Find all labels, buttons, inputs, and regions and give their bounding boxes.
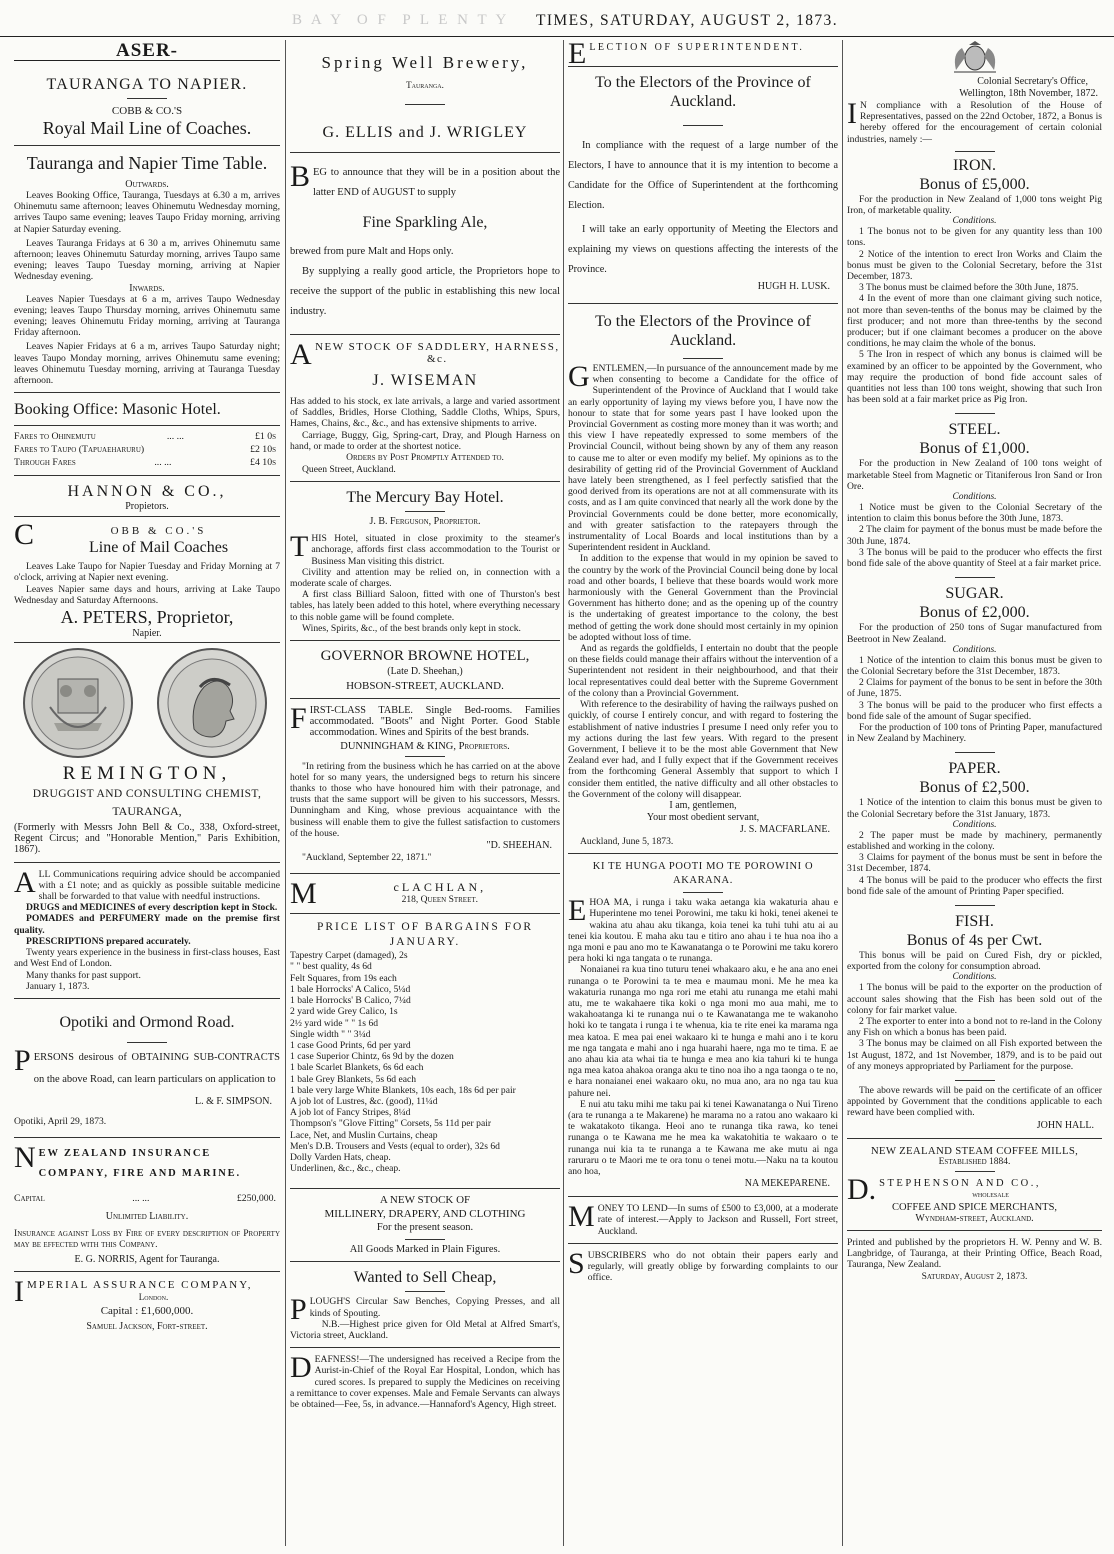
fare-row: Fares to Ohinemutu ... ... £1 0s xyxy=(14,431,276,443)
timetable-paragraph: Leaves Booking Office, Tauranga, Tuesdays at 6.30 a m, arrives Ohinemutu same afternoon; leaves Ohinemutu Wednesday morning, arrives Taupo same evening; leaves Taupo Friday morning, arriving at Napier Saturday evening. xyxy=(14,190,280,235)
coach-company-2: OBB & CO.'S xyxy=(110,525,207,538)
notice-paragraph: N compliance with a Resolution of the House of Representatives, passed on the 22nd October, 1872, a Bonus is hereby offered for the encouragement of certain colonial industries, namely :— xyxy=(847,100,1102,145)
partial-header: ASER- xyxy=(14,40,280,61)
notice-office: Colonial Secretary's Office, xyxy=(977,76,1088,87)
brewery-paragraph: By supplying a really good article, the Proprietors hope to receive the support of the public in establishing this new local industry. xyxy=(290,266,560,317)
macfarlane-date: Auckland, June 5, 1873. xyxy=(580,835,674,847)
price-list-item: 1 case Superior Chintz, 6s 9d by the dozen xyxy=(290,1051,454,1063)
steel-bonus: Bonus of £1,000. xyxy=(919,440,1030,458)
insurance-liability: Unlimited Liability. xyxy=(105,1211,189,1223)
sugar-conditions: Conditions. xyxy=(952,644,997,655)
electors-title: To the Electors of the Province of Auckland. xyxy=(595,74,811,110)
price-list-item: 1 case Good Prints, 6d per yard xyxy=(290,1039,411,1051)
chemist-date: January 1, 1873. xyxy=(26,980,90,992)
rewards-paragraph: The above rewards will be paid on the certificate of an officer appointed by Government that the conditions applicable to each reward have been complied with. xyxy=(847,1084,1102,1119)
stock-line: MILLINERY, DRAPERY, AND CLOTHING xyxy=(324,1208,526,1221)
iron-bonus: Bonus of £5,000. xyxy=(919,175,1030,193)
sugar-bonus: Bonus of £2,000. xyxy=(919,604,1030,622)
inwards-heading: Inwards. xyxy=(129,282,165,294)
saddlery-title: NEW STOCK OF SADDLERY, HARNESS, &c. xyxy=(315,341,560,365)
price-list-item: Single width " " 3¼d xyxy=(290,1028,371,1040)
election-header: LECTION OF SUPERINTENDENT. xyxy=(589,42,805,53)
wanted-paragraph: LOUGH'S Circular Saw Benches, Copying Presses, and all kinds of Spouting. xyxy=(309,1296,560,1319)
price-list-item: 2½ yard wide " " 1s 6d xyxy=(290,1017,379,1029)
saddlery-name: J. WISEMAN xyxy=(372,372,478,389)
stock-line: All Goods Marked in Plain Figures. xyxy=(349,1244,501,1256)
coach-service-2: Line of Mail Coaches xyxy=(88,539,229,557)
fish-desc: This bonus will be paid on Cured Fish, dry or pickled, exported from the colony for consumption abroad. xyxy=(847,949,1102,973)
sugar-title: SUGAR. xyxy=(945,585,1004,603)
column-3 xyxy=(568,40,838,1546)
drop-cap: N xyxy=(14,1141,36,1175)
saddlery-orders: Orders by Post Promptly Attended to. xyxy=(346,453,504,464)
coach-proprietor: A. PETERS, Proprietor, xyxy=(60,607,234,628)
iron-condition: 1 The bonus not to be given for any quantity less than 100 tons. xyxy=(847,226,1102,249)
governor-paragraph: "In retiring from the business which he has carried on at the above hotel for so many years, the undersigned begs to return his sincere thanks to those who have honoured him with their patronage, and trusts that the same support will be given to his successors, Messrs. Dunningham and King, whose previous acquaintance with the business will enable them to give the fullest satisfaction to customers of the house. xyxy=(290,760,560,839)
fare-label: Through Fares xyxy=(14,457,76,469)
drop-cap: I xyxy=(14,1274,24,1308)
steel-desc: For the production in New Zealand of 100 tons weight of marketable Steel from Magnetic or Titaniferous Iron Sand or Iron Ore. xyxy=(847,458,1102,492)
chemist-paragraph: PRESCRIPTIONS prepared accurately. xyxy=(26,935,191,947)
proprietor-sub: Propietors. xyxy=(125,501,169,513)
exhibition-medals xyxy=(14,647,280,759)
iron-condition: 2 Notice of the intention to erect Iron Works and Claim the bonus must be given to the Colonial Secretary, before the 31st December, 1873. xyxy=(847,248,1102,283)
imperial-place: London. xyxy=(138,1291,169,1302)
macfarlane-paragraph: In addition to the expense that would in my opinion be saved to the country by the work of the Provincial Council being done by local road and other boards, I believe that these boards would work more harmoniously with the General Government than the Provincial Government has hitherto done; and as the opening up of the country is the undertaking of greatest importance to the colony, the best method of getting the work done should most certainly in my opinion be adopted without loss of time. xyxy=(568,553,838,643)
coach-route-title: TAURANGA TO NAPIER. xyxy=(46,76,248,93)
medal-portrait-icon xyxy=(154,647,270,759)
sugar-condition: For the production of 100 tons of Printing Paper, manufactured in New Zealand by Machinery. xyxy=(847,721,1102,745)
iron-condition: 5 The Iron in respect of which any bonus is claimed will be examined by an officer to be appointed by the Government, who may require the production of bond fide account sales of quantities not less than 100 tons weight, showing that such Iron has been sold at a fair market price as Pig Iron. xyxy=(847,349,1102,406)
price-list-item: " " best quality, 4s 6d xyxy=(290,961,372,973)
wanted-title: Wanted to Sell Cheap, xyxy=(353,1269,497,1287)
road-paragraph: ERSONS desirous of OBTAINING SUB-CONTRACTS on the above Road, can learn particulars on application to xyxy=(33,1051,280,1085)
deafness-paragraph: EAFNESS!—The undersigned has received a Recipe from the Aurist-in-Chief of the Royal Ear Hospital, London, which has cured scores. Is prepared to supply the Medicines on receiving a remittance to cover expenses. Male and Female Servants can always be obtained—Fee, 5s, in advance.—Hannaford's Agency, High street. xyxy=(290,1354,560,1410)
drop-cap: G xyxy=(568,360,590,393)
fare-price: £1 0s xyxy=(254,431,276,443)
chemist-paragraph: POMADES and PERFUMERY made on the premise first quality. xyxy=(14,913,280,936)
price-list-item: Felt Squares, from 19s each xyxy=(290,972,397,984)
maori-paragraph: Nonaianei ra kua tino tuturu tenei whakaaro aku, e he ana ano enei runanga o te Porowini ta te mea e maumau moni. Me he mea ka wakaturia runanga mo nga rori me etahi atu runanga me etahi mahi atu, me te wakahaere tika koki o nga moni mo aua mahi, me to wakahoatanga ki te runanga nui o te Kawanatanga me te wakanoho hoki ko te tangata i runga i te whenua, kia te rite enei ka marama nga mea katoa. E mea pai enei wakaaro ki te hunga e mahi ano i te koru me nga tangata e mahi ano i nga huarahi haere, nga mo te tima. E ae ano ahau kia ata whai tia te hunga e mea ano kia tahuri ki te hunga nga mea katoa ahakoa oranga aku te tino noa iho a nga taonga o te no, e hara nonaianei enei wakaaro oku, no mua ano, ara no nga tau kua pahure nei. xyxy=(568,964,838,1099)
iron-conditions: Conditions. xyxy=(952,216,997,227)
saddlery-address: Queen Street, Auckland. xyxy=(302,464,396,476)
price-list xyxy=(290,950,560,1174)
mercury-paragraph: Wines, Spirits, &c., of the best brands only kept in stock. xyxy=(302,622,521,634)
insurance-title: EW ZEALAND INSURANCE COMPANY, FIRE AND MARINE. xyxy=(38,1148,241,1180)
mercury-title: The Mercury Bay Hotel. xyxy=(346,489,504,507)
imprint-date: Saturday, August 2, 1873. xyxy=(921,1272,1028,1283)
sugar-condition: 3 The bonus will be paid to the producer who first effects a bond fide sale of the amount of Sugar specified. xyxy=(847,699,1102,722)
mercury-paragraph: A first class Billiard Saloon, fitted with one of Thurston's best tables, has lately been added to this hotel, where everything necessary to this noble game will be found complete. xyxy=(290,589,560,623)
capital-row: Capital ... ... £250,000. xyxy=(14,1193,276,1205)
drop-cap: E xyxy=(568,894,587,928)
price-list-item: 1 bale Horrocks' A Calico, 5¼d xyxy=(290,983,411,995)
coffee-wholesale: wholesale xyxy=(972,1188,1009,1199)
brewery-paragraph: brewed from pure Malt and Hops only. xyxy=(290,246,454,257)
column-rule xyxy=(285,40,286,1546)
fare-price: £4 10s xyxy=(250,457,276,469)
paper-desc: 1 Notice of the intention to claim this bonus must be given to the Colonial Secretary before the 31st January, 1873. xyxy=(847,797,1102,820)
timetable-title: Tauranga and Napier Time Table. xyxy=(26,153,268,173)
fish-conditions: Conditions. xyxy=(952,972,997,983)
paper-condition: 4 The bonus will be paid to the producer who effects the first bond fide sale of the amount of Printing Paper specified. xyxy=(847,874,1102,897)
insurance-paragraph: Insurance against Loss by Fire of every description of Property may be effected with this Company. xyxy=(14,1228,280,1251)
coffee-address: Wyndham-street, Auckland. xyxy=(915,1212,1034,1224)
paper-condition: 3 Claims for payment of the bonus must be sent in before the 31st December, 1874. xyxy=(847,852,1102,875)
iron-title: IRON. xyxy=(952,156,997,174)
rewards-signature: JOHN HALL. xyxy=(1036,1119,1094,1131)
imperial-capital: Capital : £1,600,000. xyxy=(100,1304,194,1317)
brewery-owners: G. ELLIS and J. WRIGLEY xyxy=(322,124,528,141)
governor-street: HOBSON-STREET, AUCKLAND. xyxy=(346,680,504,693)
maori-paragraph: HOA MA, i runga i taku waka aetanga kia wakaturia ahau e Huperintene mo tenei Porowini, me taku ki hoki, tenei akenei te wakina atu ahau aku tikanga, koia tenei ka tuhi tuhi atu ai au tenei kia koutou. E maha aku tau e titiro ano ahau i te hua noa iho a nga moni e pau ano mo te Kawanatanga o te Porowini me taku korero pera hoki ki nga tangata o te runanga. xyxy=(568,897,838,965)
macfarlane-paragraph: And as regards the goldfields, I entertain no doubt that the people on these fields could manage their affairs without the intervention of a Superintendent not resident in their neighbourhood, and that their local representatives could deal better with the Supreme Government of the colony than a Provincial Government. xyxy=(568,643,838,699)
paper-condition: 2 The paper must be made by machinery, permanently established and working in the colony. xyxy=(847,829,1102,852)
paper-conditions: Conditions. xyxy=(952,819,997,830)
saddlery-paragraph: Carriage, Buggy, Gig, Spring-cart, Dray, and Plough Harness on hand, or made to order at the shortest notice. xyxy=(290,429,560,452)
macfarlane-paragraph: With reference to the desirability of having the railways pushed on quickly, of course I entirely concur, and with regard to fostering the establishment of native industries I presume I need only refer you to my actions during the last few years. With regard to the present Government, I believe it to be the most able Government that New Zealand ever had, and I fully expect that if the Government receives from the forthcoming General Assembly that support to which I consider them entitled, the native difficulty and all other obstacles to the Government of the colony will disappear. xyxy=(568,699,838,800)
medal-reverse-icon xyxy=(20,647,136,759)
governor-signature: "D. SHEEHAN. xyxy=(486,840,552,852)
coffee-trade: COFFEE AND SPICE MERCHANTS, xyxy=(891,1201,1058,1213)
macfarlane-close: Your most obedient servant, xyxy=(646,811,760,823)
brewery-paragraph: EG to announce that they will be in a position about the latter END of AUGUST to supply xyxy=(313,167,560,198)
price-list-item: Men's D.B. Trousers and Vests (equal to order), 32s 6d xyxy=(290,1140,500,1152)
drop-cap: D. xyxy=(847,1172,877,1206)
price-list-item: 1 bale very large White Blankets, 10s each, 18s 6d per pair xyxy=(290,1084,516,1096)
governor-proprietors: DUNNINGHAM & KING, Proprietors. xyxy=(340,740,510,752)
iron-condition: 3 The bonus must be claimed before the 30th June, 1875. xyxy=(859,282,1079,294)
maori-paragraph: E nui atu taku mihi me taku pai ki tenei Kawanatanga o Nui Tireno (ara te runanga a te Makarene) he marama no a ratou ano wakaaro ki te wakatakoto tikanga. Heoi ano te runanga tika rawa, ko tenei runanga o te Kawana me he mea ka wakatohitia te wakaaro o te runanga nui kia ta te runanga a te Kawana me ake mutu ai nga raruraru o te Maori me te ora tonu o tenei motu.—Naku na ta koutou ano hoa, xyxy=(568,1098,838,1177)
chemist-name: REMINGTON, xyxy=(62,763,232,785)
proprietor-name: HANNON & CO., xyxy=(67,483,227,501)
road-title: Opotiki and Ormond Road. xyxy=(59,1013,235,1031)
drop-cap: E xyxy=(568,40,587,70)
coffee-title: NEW ZEALAND STEAM COFFEE MILLS, xyxy=(870,1144,1079,1157)
drop-cap: M xyxy=(290,877,317,911)
macfarlane-paragraph: ENTLEMEN,—In pursuance of the announcement made by me when consenting to become a Candidate for the office of Superintendent of the Province of Auckland that I would take an early opportunity of laying my views before you, I have now the honour to state that for some years past I have looked upon the Provincial Government as costing more money than it was worth; and this view I have repeatedly expressed to some members of the Provincial Council, without being shown by any of them any reason to cause me to alter or even modify my belief. My opinions as to the desirability of getting rid of the Provincial Government of Auckland have lately been strengthened, as I feel perfectly satisfied that the good derived from its operations are not at all commensurate with its costs, and as I am quite convinced that nearly all the work done by the Provincial Governments could be done better, more economically, and with greater satisfaction to the ratepayers through the instrumentality of Local Boards and local institutions than by a Superintendent resident in Auckland. xyxy=(568,363,838,554)
fare-label: Fares to Ohinemutu xyxy=(14,431,96,443)
royal-arms-icon xyxy=(946,40,1004,74)
money-paragraph: ONEY TO LEND—In sums of £500 to £3,000, at a moderate rate of interest.—Apply to Jackson and Russell, Fort street, Auckland. xyxy=(597,1203,838,1237)
brewery-product: Fine Sparkling Ale, xyxy=(362,214,488,231)
fish-condition: 3 The bonus may be claimed on all Fish exported between the 1st August, 1872, and 1st November, 1879, and is to be paid out of any moneys appropriated by Parliament for the purpose. xyxy=(847,1038,1102,1072)
masthead-date: TIMES, SATURDAY, AUGUST 2, 1873. xyxy=(535,12,838,29)
stock-line: A NEW STOCK OF xyxy=(379,1194,471,1207)
column-1 xyxy=(14,40,280,1546)
mclachlan-address: 218, Queen Street. xyxy=(401,895,479,906)
steel-condition: 1 Notice must be given to the Colonial Secretary of the intention to claim this bonus before the 30th June, 1873. xyxy=(847,502,1102,525)
mercury-paragraph: HIS Hotel, situated in close proximity to the steamer's anchorage, affords first class accommodation to the Tourist or Business Man visiting this district. xyxy=(311,533,560,567)
timetable-paragraph: Leaves Tauranga Fridays at 6 30 a m, arrives Ohinemutu same afternoon; leaves Ohinemutu Saturday morning, arrives Taupo same evening; leaves Taupo Tuesday morning, arriving at Napier Wednesday evening. xyxy=(14,237,280,283)
stock-line: For the present season. xyxy=(376,1222,474,1234)
coach-paragraph: Leaves Napier same days and hours, arriving at Lake Taupo Wednesday and Saturday Afternoons. xyxy=(14,583,280,606)
price-list-item: 2 yard wide Grey Calico, 1s xyxy=(290,1006,398,1018)
paper-title: PAPER. xyxy=(948,760,1001,778)
maori-title: KI TE HUNGA POOTI MO TE POROWINI O AKARANA. xyxy=(592,861,814,887)
column-rule xyxy=(842,40,843,1546)
coach-company: COBB & CO.'S xyxy=(111,105,183,117)
brewery-title: Spring Well Brewery, xyxy=(321,53,529,72)
price-list-item: 1 bale Scarlet Blankets, 6s 6d each xyxy=(290,1062,424,1074)
price-list-item: A job lot of Lustres, &c. (good), 11¼d xyxy=(290,1095,438,1107)
brewery-town: Tauranga. xyxy=(406,80,444,90)
imperial-agent: Samuel Jackson, Fort-street. xyxy=(86,1320,208,1332)
outwards-heading: Outwards. xyxy=(125,179,169,190)
fish-title: FISH. xyxy=(955,912,994,930)
column-rule xyxy=(563,40,564,1546)
price-list-item: 1 bale Grey Blankets, 5s 6d each xyxy=(290,1073,417,1085)
fare-row xyxy=(14,443,280,456)
timetable-paragraph: Leaves Napier Tuesdays at 6 a m, arrives Taupo Wednesday evening; leaves Taupo Thursday morning, arrives Ohinemutu same evening; leaves Ohinemutu Friday morning, arriving at Tauranga Friday afternoon. xyxy=(14,293,280,339)
masthead-faded-title: B A Y O F P L E N T Y xyxy=(292,12,510,28)
chemist-paragraph: DRUGS and MEDICINES of every description kept in Stock. xyxy=(26,902,278,914)
booking-office: Booking Office: Masonic Hotel. xyxy=(14,401,221,419)
lusk-paragraph: In compliance with the request of a large number of the Electors, I have to announce that it is my intention to become a Candidate for the Office of Superintendent at the forthcoming Election. xyxy=(568,140,838,211)
mercury-proprietor: J. B. Ferguson, Proprietor. xyxy=(369,516,481,528)
price-list-heading: PRICE LIST OF BARGAINS FOR JANUARY. xyxy=(316,921,533,949)
notice-date: Wellington, 18th November, 1872. xyxy=(959,88,1098,99)
electors-title-2: To the Electors of the Province of Auckland. xyxy=(595,313,811,349)
drop-cap: I xyxy=(847,97,857,130)
steel-condition: 2 The claim for payment of the bonus must be made before the 30th June, 1874. xyxy=(847,524,1102,547)
maori-signature: NA MEKEPARENE. xyxy=(744,1178,830,1190)
fish-bonus: Bonus of 4s per Cwt. xyxy=(906,931,1043,949)
drop-cap: A xyxy=(290,338,312,371)
steel-title: STEEL. xyxy=(948,421,1001,439)
price-list-item: Lace, Net, and Muslin Curtains, cheap xyxy=(290,1129,438,1141)
fare-row: Through Fares ... ... £4 10s xyxy=(14,457,276,469)
road-signature: L. & F. SIMPSON. xyxy=(195,1095,272,1107)
governor-paragraph: IRST-CLASS TABLE. Single Bed-rooms. Families accommodated. "Boots" and Night Porter. Good Stable accommodation. Wines and Spirits of the best brands. xyxy=(309,705,560,739)
steel-conditions: Conditions. xyxy=(952,492,997,503)
imprint-paragraph: Printed and published by the proprietors H. W. Penny and W. B. Langbridge, of Tauranga, at their Printing Office, Beach Road, Tauranga, New Zealand. xyxy=(847,1236,1102,1270)
imperial-title: MPERIAL ASSURANCE COMPANY, xyxy=(27,1278,253,1291)
governor-date: "Auckland, September 22, 1871." xyxy=(302,852,432,864)
chemist-title: DRUGGIST AND CONSULTING CHEMIST, xyxy=(32,788,262,801)
column-2 xyxy=(290,40,560,1546)
macfarlane-signature: J. S. MACFARLANE. xyxy=(739,823,830,835)
chemist-paragraph: LL Communications requiring advice should be accompanied with a £1 note; and as quickly as possible suitable medicine shall be forwarded to that value with needful instructions. xyxy=(38,868,280,903)
road-date: Opotiki, April 29, 1873. xyxy=(14,1115,107,1127)
fish-condition: 1 The bonus will be paid to the exporter on the production of account sales showing that the Fish has been sold out of the colony for fair market value. xyxy=(847,982,1102,1016)
lusk-paragraph: I will take an early opportunity of Meeting the Electors and explaining my views on questions affecting the interests of the Province. xyxy=(568,224,838,275)
masthead xyxy=(0,10,1114,37)
iron-desc: For the production in New Zealand of 1,000 tons weight Pig Iron, of marketable quality. xyxy=(847,193,1102,217)
paper-bonus: Bonus of £2,500. xyxy=(919,779,1030,797)
chemist-paragraph: Twenty years experience in the business in first-class houses, East and West End of London. xyxy=(14,947,280,970)
drop-cap: D xyxy=(290,1351,312,1385)
price-list-item: Underlinen, &c., &c., cheap. xyxy=(290,1163,401,1175)
price-list-item: Thompson's "Glove Fitting" Corsets, 5s 11d per pair xyxy=(290,1118,492,1130)
coach-service: Royal Mail Line of Coaches. xyxy=(42,118,252,138)
steel-condition: 3 The bonus will be paid to the producer who effects the first bond fide sale of the above quantity of Steel at a fair market price. xyxy=(847,546,1102,570)
price-list-item: 1 bale Horrocks' B Calico, 7¼d xyxy=(290,995,411,1007)
sugar-condition: 1 Notice of the intention to claim this bonus must be given to the Colonial Secretary before the 31st December, 1873. xyxy=(847,654,1102,677)
drop-cap: M xyxy=(568,1200,595,1234)
insurance-agent: E. G. NORRIS, Agent for Tauranga. xyxy=(74,1253,220,1265)
drop-cap: P xyxy=(290,1293,307,1327)
chemist-former: (Formerly with Messrs John Bell & Co., 338, Oxford-street, Regent Circus; and "Honorable Mention," Paris Exhibition, 1867). xyxy=(14,822,280,856)
sugar-desc: For the production of 250 tons of Sugar manufactured from Beetroot in New Zealand. xyxy=(847,622,1102,645)
mclachlan-name: cLACHLAN, xyxy=(393,880,487,895)
timetable-paragraph: Leaves Napier Fridays at 6 a m, arrives Taupo Saturday night; leaves Taupo Monday morning, arrives Ohinemutu same evening; leaves Ohinemutu Tuesday morning, arriving at Tauranga Tuesday afternoon. xyxy=(14,341,280,387)
column-4 xyxy=(847,40,1102,1546)
fare-price: £2 10s xyxy=(250,444,276,456)
drop-cap: P xyxy=(14,1043,31,1077)
iron-condition: 4 In the event of more than one claimant giving such notice, not more than seven-tenths of the bonus may be claimed by the first producer; and not more than three-tenths by the second producer; but if one claimant becomes a producer on the above conditions, he may claim the whole of the bonus. xyxy=(847,293,1102,350)
price-list-item: Dolly Varden Hats, cheap. xyxy=(290,1151,391,1163)
governor-late: (Late D. Sheehan,) xyxy=(387,666,463,678)
price-list-item: Tapestry Carpet (damaged), 2s xyxy=(290,950,408,962)
fare-label: Fares to Taupo (Tapuaeharuru) xyxy=(14,444,145,456)
sugar-condition: 2 Claims for payment of the bonus to be sent in before the 30th of June, 1875. xyxy=(847,677,1102,700)
fish-condition: 2 The exporter to enter into a bond not to re-land in the Colony any Fish on which a bonus has been paid. xyxy=(847,1015,1102,1039)
coach-paragraph: Leaves Lake Taupo for Napier Tuesday and Friday Morning at 7 o'clock, arriving at Napier next evening. xyxy=(14,561,280,584)
subscribers-paragraph: UBSCRIBERS who do not obtain their papers early and regularly, will greatly oblige by forwarding complaints to our office. xyxy=(587,1249,838,1284)
price-list-item: A job lot of Fancy Stripes, 8¼d xyxy=(290,1107,411,1119)
coach-place: Napier. xyxy=(132,628,162,640)
saddlery-paragraph: Has added to his stock, ex late arrivals, a large and varied assortment of Saddles, Bridles, Horse Clothing, Saddle Cloths, Whips, Spurs, Hames, Chains, &c., &c., and has extensive shipments to arrive. xyxy=(290,396,560,430)
drop-cap: F xyxy=(290,702,307,736)
chemist-town: TAURANGA, xyxy=(112,804,182,819)
lusk-signature: HUGH H. LUSK. xyxy=(757,281,830,292)
wanted-paragraph: N.B.—Highest price given for Old Metal at Alfred Smart's, Victoria street, Auckland. xyxy=(290,1318,560,1341)
chemist-paragraph: Many thanks for past support. xyxy=(26,969,141,981)
governor-title: GOVERNOR BROWNE HOTEL, xyxy=(320,648,530,665)
drop-cap: S xyxy=(568,1246,585,1280)
drop-cap: T xyxy=(290,530,309,564)
drop-cap: C xyxy=(14,521,35,552)
drop-cap: B xyxy=(290,160,311,193)
drop-cap: A xyxy=(14,865,36,899)
coffee-name: STEPHENSON AND CO., xyxy=(879,1177,1042,1189)
mercury-paragraph: Civility and attention may be relied on, in connection with a moderate scale of charges. xyxy=(290,566,560,590)
coffee-established: Established 1884. xyxy=(938,1156,1011,1167)
macfarlane-close: I am, gentlemen, xyxy=(669,799,737,811)
